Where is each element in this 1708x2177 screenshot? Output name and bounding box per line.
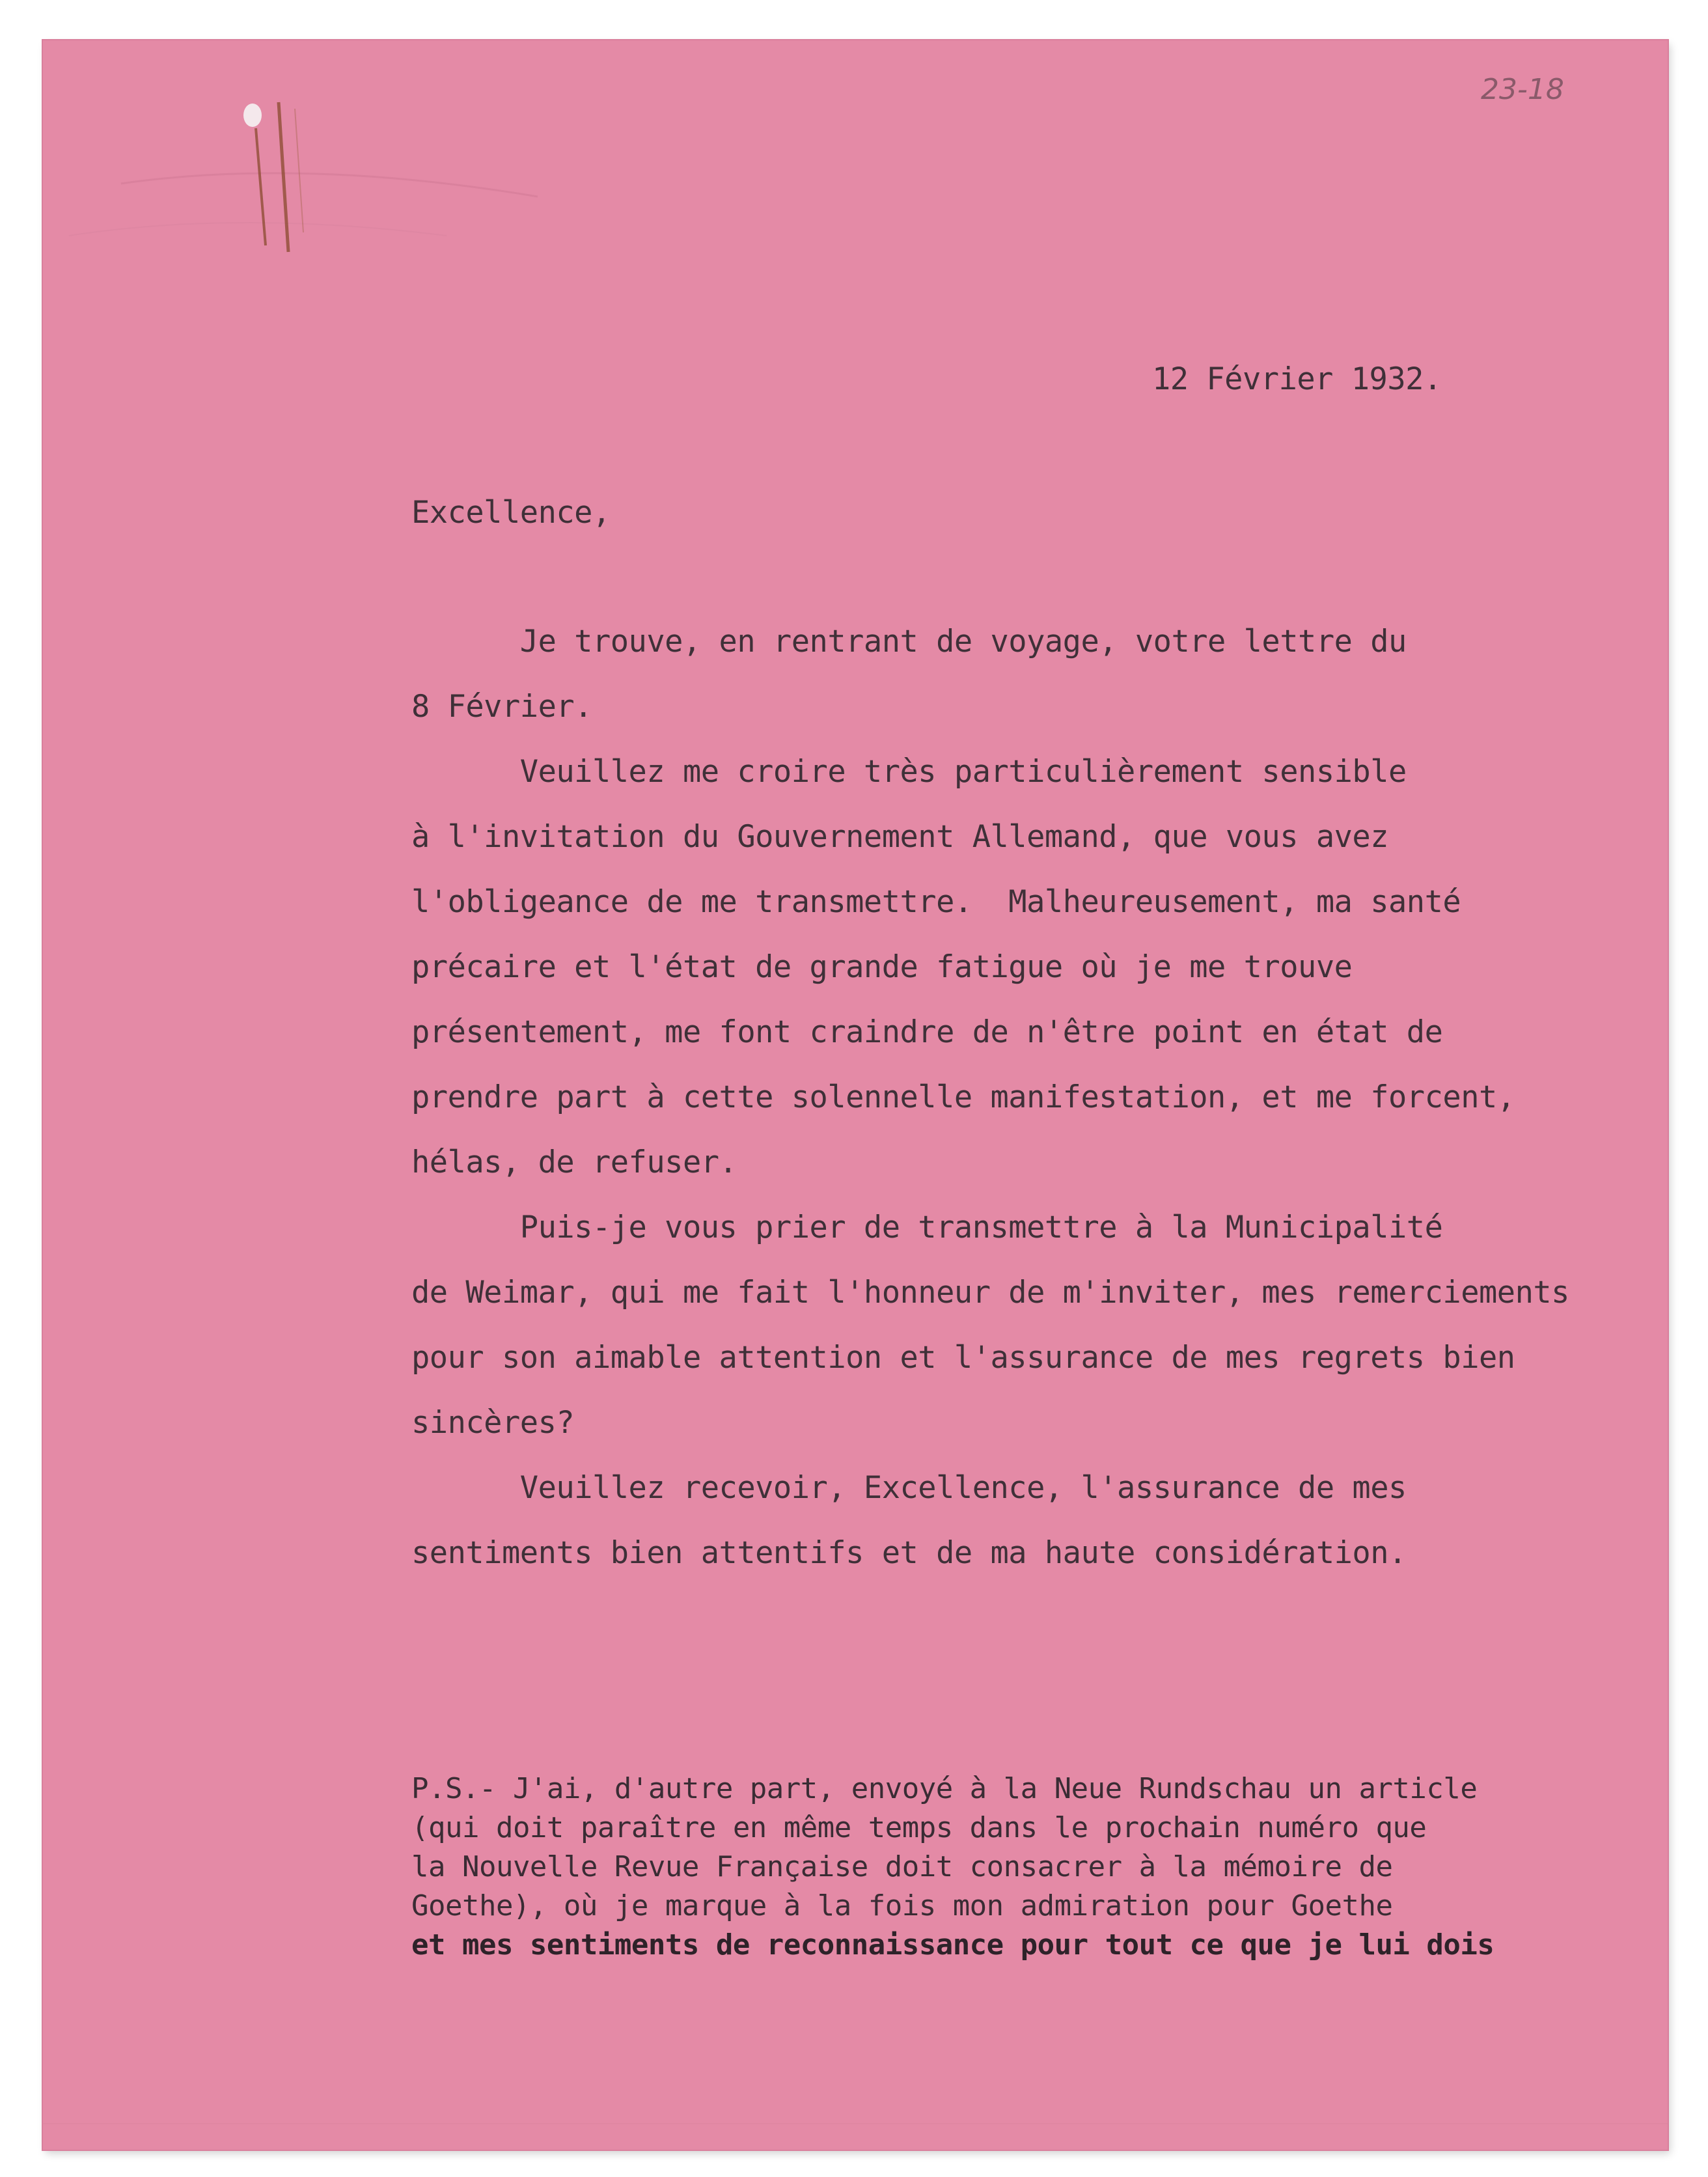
archive-number: 23-18 [1481,73,1564,106]
letter-line: hélas, de refuser. [411,1144,737,1180]
postscript-line: (qui doit paraître en même temps dans le prochain numéro que [411,1811,1427,1844]
postscript-line: et mes sentiments de reconnaissance pour tout ce que je lui dois [411,1928,1494,1962]
letter-line: de Weimar, qui me fait l'honneur de m'inviter, mes remerciements [411,1275,1569,1310]
letter-date: 12 Février 1932. [1152,361,1442,397]
letter-line: prendre part à cette solennelle manifestation, et me forcent, [411,1079,1515,1115]
letter-line: Puis-je vous prier de transmettre à la Municipalité [411,1210,1443,1245]
staple-hole-mark [233,89,311,258]
letter-line: Veuillez me croire très particulièrement sensible [411,754,1407,790]
letter-line: l'obligeance de me transmettre. Malheureusement, ma santé [411,884,1461,920]
letter-salutation: Excellence, [411,495,611,531]
letter-line: précaire et l'état de grande fatigue où je me trouve [411,949,1353,985]
letter-line: sincères? [411,1405,575,1441]
postscript-line: Goethe), où je marque à la fois mon admiration pour Goethe [411,1889,1393,1922]
letter-line: Veuillez recevoir, Excellence, l'assurance de mes [411,1470,1407,1506]
postscript-line: la Nouvelle Revue Française doit consacrer à la mémoire de [411,1850,1393,1883]
letter-line: Je trouve, en rentrant de voyage, votre lettre du [411,624,1407,659]
letter-line: 8 Février. [411,689,592,725]
postscript-line: P.S.- J'ai, d'autre part, envoyé à la Neue Rundschau un article [411,1772,1478,1805]
letter-line: à l'invitation du Gouvernement Allemand, que vous avez [411,819,1389,855]
letter-line: pour son aimable attention et l'assurance de mes regrets bien [411,1340,1515,1376]
letter-line: sentiments bien attentifs et de ma haute considération. [411,1535,1407,1571]
letter-line: présentement, me font craindre de n'être point en état de [411,1014,1443,1050]
